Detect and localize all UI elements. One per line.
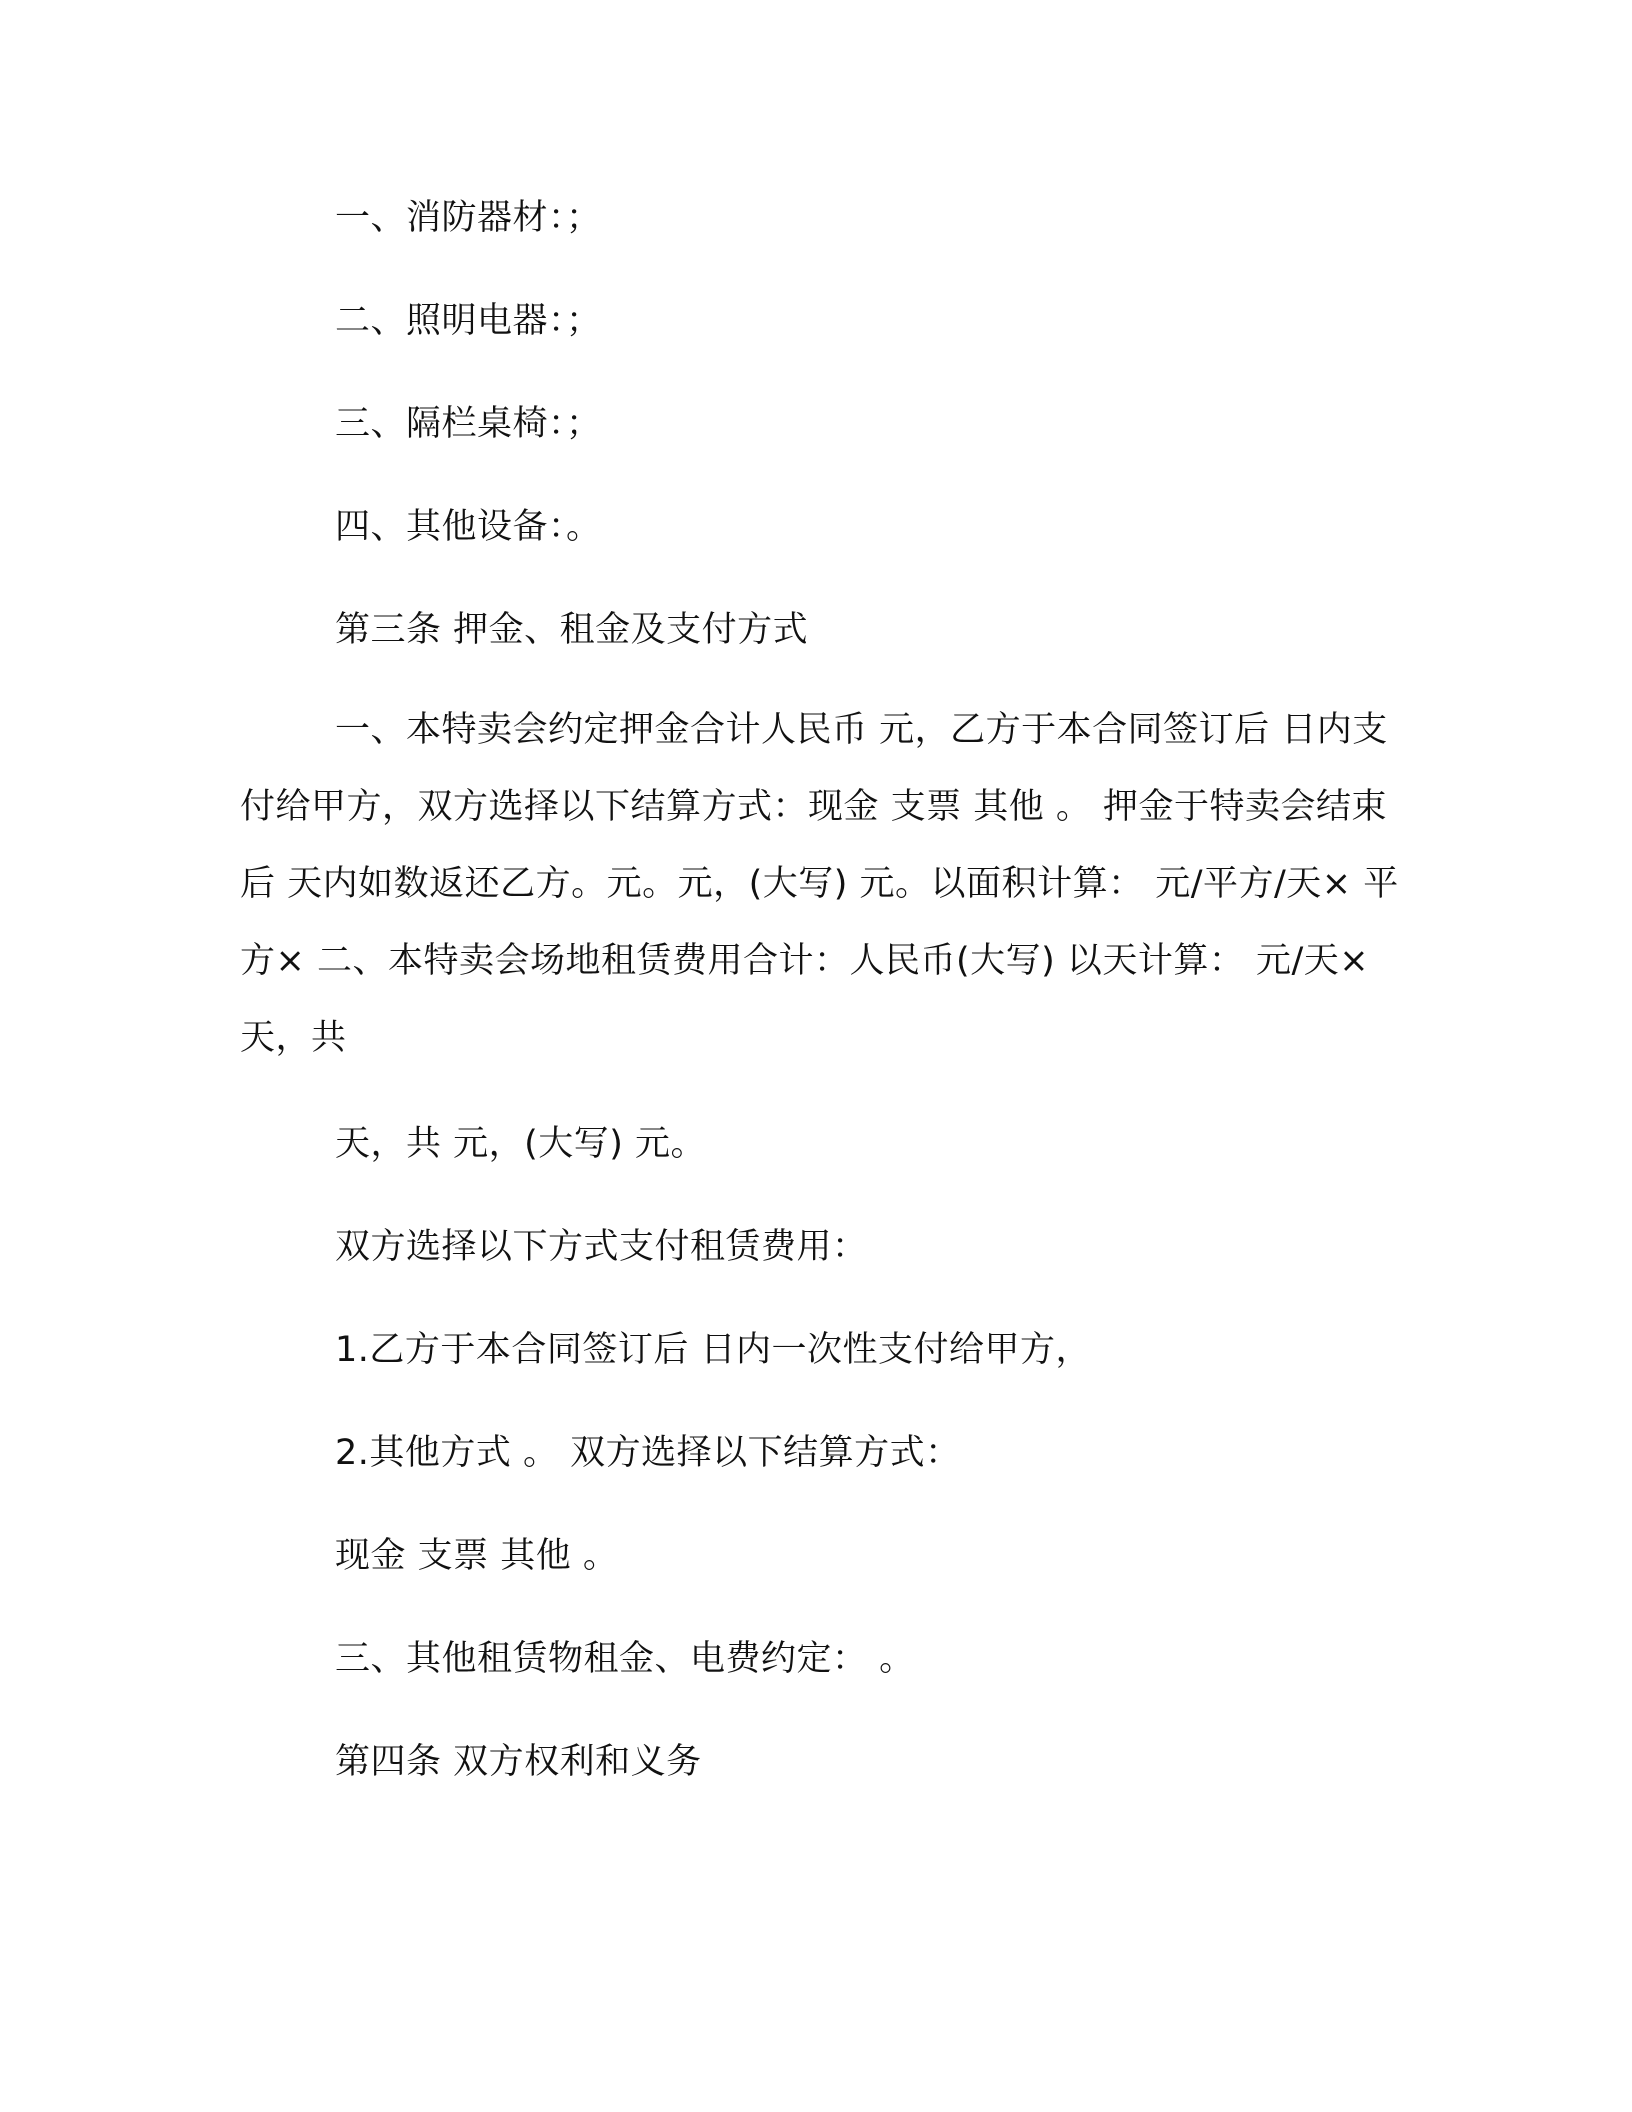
payment-option-2: 2.其他方式 。 双方选择以下结算方式： <box>335 1433 961 1473</box>
total-days-line: 天，共 元，(大写) 元。 <box>335 1124 707 1164</box>
article-4-heading: 第四条 双方权利和义务 <box>335 1742 702 1782</box>
item-fire-equipment: 一、消防器材：； <box>335 198 602 238</box>
payment-option-1: 1.乙方于本合同签订后 日内一次性支付给甲方， <box>335 1330 1092 1370</box>
item-partition-furniture: 三、隔栏桌椅：； <box>335 404 602 444</box>
other-rent-electricity: 三、其他租赁物租金、电费约定： 。 <box>335 1639 915 1679</box>
deposit-rent-paragraph: 一、本特卖会约定押金合计人民币 元，乙方于本合同签订后 日内支付给甲方，双方选择以下结算方式：现金 支票 其他 。 押金于特卖会结束后 天内如数返还乙方。元。元，(大写) 元。以面积计算： 元/平方/天× 平方× 二、本特卖会场地租赁费用合计：人民币(大写) 以天计算： 元/天× 天，共 <box>240 710 1399 1058</box>
item-other-equipment: 四、其他设备：。 <box>335 507 602 547</box>
payment-method-intro: 双方选择以下方式支付租赁费用： <box>335 1227 868 1267</box>
item-lighting-appliances: 二、照明电器：； <box>335 301 602 341</box>
article-3-heading: 第三条 押金、租金及支付方式 <box>335 610 809 650</box>
settlement-options: 现金 支票 其他 。 <box>335 1536 619 1576</box>
